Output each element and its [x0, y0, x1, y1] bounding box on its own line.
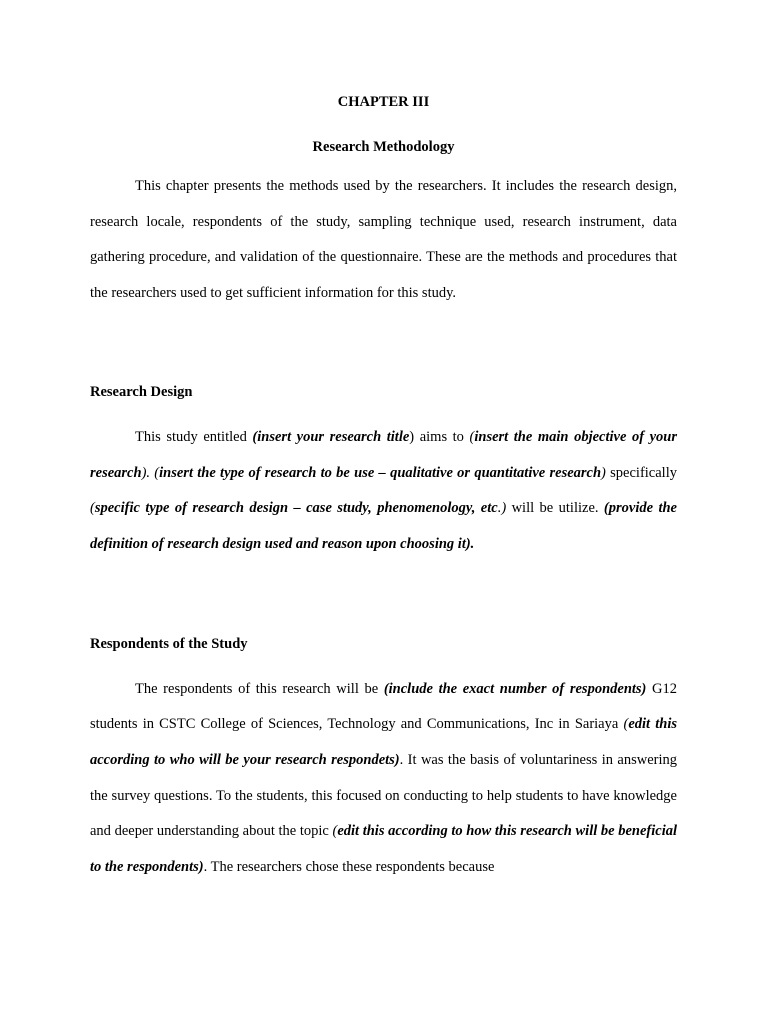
- design-text-10: specifically: [605, 464, 677, 481]
- design-placeholder-design-type: specific type of research design – case study, phenomenology, etc: [94, 500, 498, 517]
- design-text-7: ). (: [141, 464, 160, 481]
- respondents-paragraph: [90, 672, 677, 886]
- respondents-text-7: (: [332, 823, 338, 840]
- respondents-text-4: (: [623, 716, 629, 733]
- respondents-placeholder-number: (include the exact number of respondents): [383, 680, 647, 697]
- research-design-heading: Research Design: [90, 383, 193, 400]
- design-text-14: will be utilize.: [506, 500, 604, 517]
- design-text-1: This study entitled: [135, 428, 253, 445]
- design-text-4: ) aims to: [409, 428, 470, 445]
- research-design-paragraph: [90, 420, 677, 563]
- design-placeholder-type: insert the type of research to be use – qualitative or quantitative research: [159, 464, 602, 481]
- design-text-5: (: [469, 428, 475, 445]
- design-placeholder-objective: insert the main objective of your research: [90, 428, 678, 481]
- design-placeholder-title: insert your research title: [257, 428, 410, 445]
- design-text-9: ): [601, 464, 606, 481]
- design-text-2: (: [252, 428, 258, 445]
- respondents-text-6: . It was the basis of voluntariness in answering the survey questions. To the students, this focused on conducting to help students to have knowledge and deeper understanding about the topic: [90, 752, 677, 840]
- design-text-13: .): [497, 500, 507, 517]
- page-content: [90, 90, 677, 886]
- respondents-text-9: . The researchers chose these respondents because: [203, 859, 495, 876]
- chapter-title: CHAPTER III: [337, 94, 430, 110]
- respondents-heading: Respondents of the Study: [90, 635, 248, 652]
- respondents-placeholder-benefit: edit this according to how this research will be beneficial to the respondents): [90, 823, 677, 876]
- design-placeholder-definition: (provide the definition of research design used and reason upon choosing it).: [90, 500, 677, 552]
- respondents-text-1: The respondents of this research will be: [135, 680, 384, 697]
- design-text-11: (: [90, 500, 95, 517]
- respondents-text-3: G12 students in CSTC College of Sciences, Technology and Communications, Inc in Sariaya: [90, 680, 677, 733]
- respondents-placeholder-who: edit this according to who will be your research respondets): [90, 716, 677, 769]
- intro-paragraph: This chapter presents the methods used by the researchers. It includes the research design, research locale, respondents of the study, sampling technique used, research instrument, data gathering procedure, and validation of the questionnaire. These are the methods and procedures that the researchers used to get sufficient information for this study.: [90, 178, 677, 302]
- chapter-subtitle: Research Methodology: [312, 139, 455, 155]
